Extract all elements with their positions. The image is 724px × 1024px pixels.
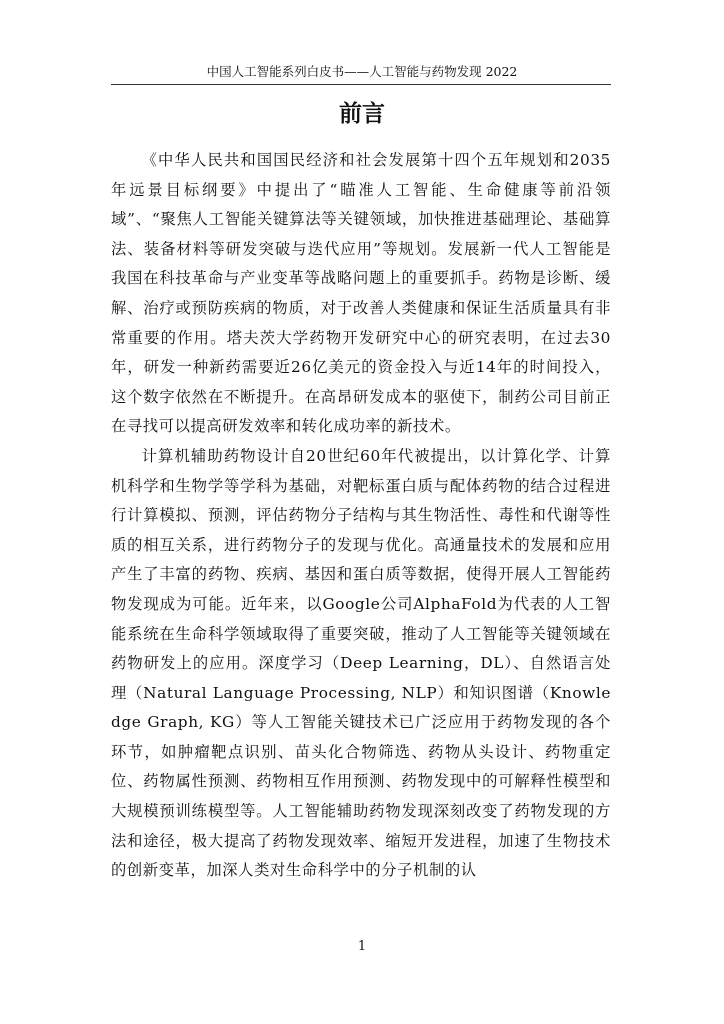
paragraph-1: 《中华人民共和国国民经济和社会发展第十四个五年规划和2035年远景目标纲要》中提出了“瞄准人工智能、生命健康等前沿领域”、“聚焦人工智能关键算法等关键领域，加快推进基础理论、基础算法、装备材料等研发突破与迭代应用”等规划。发展新一代人工智能是我国在科技革命与产业变革等战略问题上的重要抓手。药物是诊断、缓解、治疗或预防疾病的物质，对于改善人类健康和保证生活质量具有非常重要的作用。塔夫茨大学药物开发研究中心的研究表明，在过去30年，研发一种新药需要近26亿美元的资金投入与近14年的时间投入，这个数字依然在不断提升。在高昂研发成本的驱使下，制药公司目前正在寻找可以提高研发效率和转化成功率的新技术。 — [111, 151, 611, 436]
header-divider — [111, 84, 611, 85]
body-text — [111, 146, 611, 886]
page-number: 1 — [357, 939, 367, 954]
running-header: 中国人工智能系列白皮书——人工智能与药物发现 2022 — [206, 64, 518, 79]
paragraph-2: 计算机辅助药物设计自20世纪60年代被提出，以计算化学、计算机科学和生物学等学科为基础，对靶标蛋白质与配体药物的结合过程进行计算模拟、预测，评估药物分子结构与其生物活性、毒性和代谢等性质的相互关系，进行药物分子的发现与优化。高通量技术的发展和应用产生了丰富的药物、疾病、基因和蛋白质等数据，使得开展人工智能药物发现成为可能。近年来，以Google公司AlphaFold为代表的人工智能系统在生命科学领域取得了重要突破，推动了人工智能等关键领域在药物研发上的应用。深度学习（Deep Learning，DL）、自然语言处理（Natural Language Processing, NLP）和知识图谱（Knowledge Graph, KG）等人工智能关键技术已广泛应用于药物发现的各个环节，如肿瘤靶点识别、苗头化合物筛选、药物从头设计、药物重定位、药物属性预测、药物相互作用预测、药物发现中的可解释性模型和大规模预训练模型等。人工智能辅助药物发现深刻改变了药物发现的方法和途径，极大提高了药物发现效率、缩短开发进程，加速了生物技术的创新变革，加深人类对生命科学中的分子机制的认 — [111, 446, 611, 880]
page-title: 前言 — [339, 100, 385, 127]
